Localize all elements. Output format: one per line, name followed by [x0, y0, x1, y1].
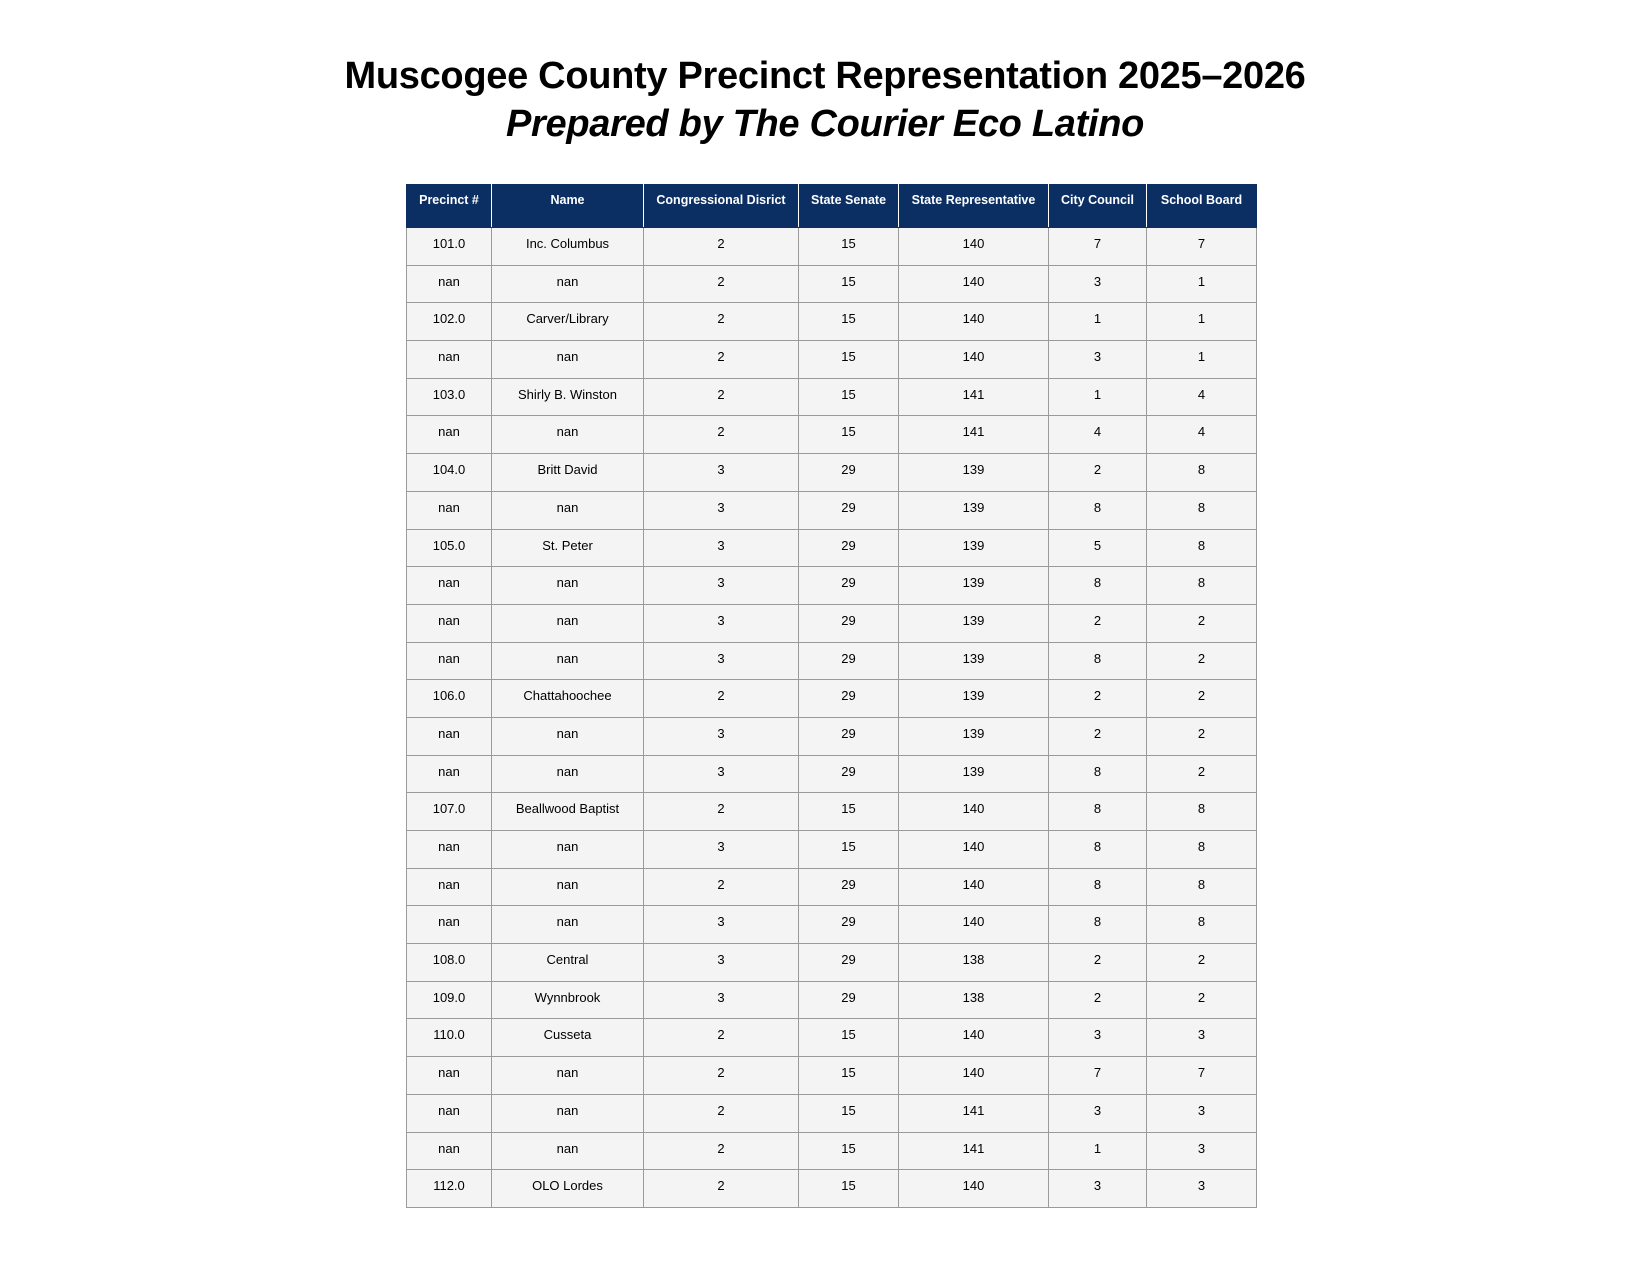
table-cell-state-senate: 29	[799, 717, 899, 755]
table-cell-state-senate: 29	[799, 868, 899, 906]
table-cell-school-board: 8	[1147, 868, 1257, 906]
table-cell-school-board: 2	[1147, 981, 1257, 1019]
table-row	[407, 793, 1257, 831]
table-cell-congressional: 2	[644, 265, 799, 303]
table-cell-precinct: nan	[407, 1132, 492, 1170]
table-row	[407, 416, 1257, 454]
table-cell-state-rep: 140	[899, 341, 1049, 379]
table-cell-city-council: 8	[1049, 793, 1147, 831]
column-header-school-board: School Board	[1147, 185, 1257, 228]
table-cell-name: Central	[492, 944, 644, 982]
table-cell-state-rep: 139	[899, 567, 1049, 605]
table-row	[407, 604, 1257, 642]
table-cell-state-senate: 15	[799, 831, 899, 869]
table-cell-city-council: 1	[1049, 303, 1147, 341]
table-cell-city-council: 1	[1049, 378, 1147, 416]
table-cell-state-rep: 140	[899, 228, 1049, 266]
table-cell-congressional: 2	[644, 868, 799, 906]
table-row	[407, 680, 1257, 718]
table-row	[407, 981, 1257, 1019]
table-cell-precinct: nan	[407, 642, 492, 680]
table-cell-school-board: 3	[1147, 1170, 1257, 1208]
table-cell-name: OLO Lordes	[492, 1170, 644, 1208]
table-cell-school-board: 8	[1147, 906, 1257, 944]
table-cell-congressional: 3	[644, 717, 799, 755]
table-cell-state-senate: 29	[799, 604, 899, 642]
table-cell-precinct: nan	[407, 1057, 492, 1095]
table-cell-congressional: 2	[644, 228, 799, 266]
table-cell-precinct: nan	[407, 1094, 492, 1132]
table-cell-state-senate: 29	[799, 642, 899, 680]
table-cell-congressional: 3	[644, 529, 799, 567]
table-cell-precinct: nan	[407, 604, 492, 642]
table-cell-state-senate: 29	[799, 567, 899, 605]
table-cell-state-senate: 29	[799, 981, 899, 1019]
table-cell-city-council: 8	[1049, 491, 1147, 529]
column-header-congressional: Congressional Disrict	[644, 185, 799, 228]
table-cell-city-council: 2	[1049, 981, 1147, 1019]
table-cell-state-rep: 139	[899, 491, 1049, 529]
table-cell-city-council: 1	[1049, 1132, 1147, 1170]
table-cell-name: nan	[492, 1132, 644, 1170]
table-row	[407, 341, 1257, 379]
table-cell-precinct: nan	[407, 906, 492, 944]
table-cell-name: Wynnbrook	[492, 981, 644, 1019]
table-cell-precinct: nan	[407, 831, 492, 869]
table-cell-congressional: 3	[644, 567, 799, 605]
table-cell-state-rep: 141	[899, 1132, 1049, 1170]
table-cell-state-senate: 29	[799, 906, 899, 944]
table-row	[407, 1132, 1257, 1170]
table-cell-state-rep: 139	[899, 755, 1049, 793]
table-cell-name: Cusseta	[492, 1019, 644, 1057]
table-cell-state-senate: 15	[799, 265, 899, 303]
table-row	[407, 717, 1257, 755]
table-cell-congressional: 3	[644, 981, 799, 1019]
precinct-table	[406, 184, 1257, 1208]
table-row	[407, 1019, 1257, 1057]
table-cell-state-senate: 15	[799, 303, 899, 341]
table-cell-state-rep: 140	[899, 1019, 1049, 1057]
table-cell-congressional: 2	[644, 1019, 799, 1057]
table-cell-state-senate: 29	[799, 491, 899, 529]
table-cell-city-council: 4	[1049, 416, 1147, 454]
table-row	[407, 1170, 1257, 1208]
table-cell-city-council: 8	[1049, 868, 1147, 906]
table-cell-state-senate: 15	[799, 793, 899, 831]
table-cell-name: nan	[492, 1057, 644, 1095]
page-subtitle: Prepared by The Courier Eco Latino	[505, 103, 1145, 145]
table-cell-school-board: 1	[1147, 341, 1257, 379]
table-cell-name: Britt David	[492, 454, 644, 492]
table-cell-school-board: 2	[1147, 717, 1257, 755]
table-cell-precinct: nan	[407, 755, 492, 793]
table-cell-name: Shirly B. Winston	[492, 378, 644, 416]
table-cell-state-senate: 15	[799, 228, 899, 266]
table-cell-name: Carver/Library	[492, 303, 644, 341]
table-cell-congressional: 2	[644, 341, 799, 379]
table-cell-school-board: 7	[1147, 1057, 1257, 1095]
table-cell-city-council: 2	[1049, 944, 1147, 982]
table-cell-congressional: 3	[644, 944, 799, 982]
column-header-precinct: Precinct #	[407, 185, 492, 228]
table-cell-precinct: 112.0	[407, 1170, 492, 1208]
table-cell-school-board: 8	[1147, 454, 1257, 492]
table-cell-city-council: 7	[1049, 1057, 1147, 1095]
table-cell-precinct: 108.0	[407, 944, 492, 982]
table-row	[407, 228, 1257, 266]
table-cell-school-board: 2	[1147, 680, 1257, 718]
table-cell-name: Chattahoochee	[492, 680, 644, 718]
table-header	[407, 185, 1257, 228]
table-cell-school-board: 2	[1147, 755, 1257, 793]
table-cell-state-rep: 140	[899, 906, 1049, 944]
table-row	[407, 567, 1257, 605]
table-cell-precinct: 102.0	[407, 303, 492, 341]
table-cell-congressional: 2	[644, 793, 799, 831]
table-cell-city-council: 8	[1049, 755, 1147, 793]
table-cell-state-rep: 140	[899, 1170, 1049, 1208]
table-cell-state-senate: 29	[799, 680, 899, 718]
table-cell-state-rep: 139	[899, 642, 1049, 680]
table-cell-name: nan	[492, 906, 644, 944]
table-cell-city-council: 2	[1049, 717, 1147, 755]
table-cell-precinct: nan	[407, 567, 492, 605]
table-cell-state-senate: 29	[799, 529, 899, 567]
table-cell-state-rep: 141	[899, 1094, 1049, 1132]
table-cell-state-rep: 140	[899, 793, 1049, 831]
table-cell-congressional: 2	[644, 1094, 799, 1132]
table-cell-name: nan	[492, 567, 644, 605]
table-cell-name: Beallwood Baptist	[492, 793, 644, 831]
table-cell-precinct: 104.0	[407, 454, 492, 492]
table-cell-school-board: 2	[1147, 604, 1257, 642]
table-cell-name: nan	[492, 642, 644, 680]
table-cell-congressional: 2	[644, 1132, 799, 1170]
table-row	[407, 303, 1257, 341]
table-cell-state-rep: 139	[899, 680, 1049, 718]
table-row	[407, 529, 1257, 567]
table-cell-congressional: 2	[644, 1170, 799, 1208]
table-cell-name: nan	[492, 831, 644, 869]
table-cell-state-senate: 15	[799, 416, 899, 454]
page-title: Muscogee County Precinct Representation 2025–2026	[344, 55, 1306, 97]
table-cell-precinct: 110.0	[407, 1019, 492, 1057]
table-cell-state-rep: 140	[899, 1057, 1049, 1095]
table-cell-state-rep: 140	[899, 303, 1049, 341]
table-cell-school-board: 8	[1147, 529, 1257, 567]
table-cell-state-rep: 138	[899, 981, 1049, 1019]
table-cell-state-senate: 15	[799, 1057, 899, 1095]
table-cell-city-council: 2	[1049, 604, 1147, 642]
table-cell-precinct: nan	[407, 341, 492, 379]
table-cell-school-board: 3	[1147, 1019, 1257, 1057]
table-row	[407, 1057, 1257, 1095]
table-cell-city-council: 5	[1049, 529, 1147, 567]
table-cell-congressional: 3	[644, 604, 799, 642]
table-cell-name: St. Peter	[492, 529, 644, 567]
table-cell-state-rep: 140	[899, 868, 1049, 906]
table-cell-city-council: 8	[1049, 831, 1147, 869]
table-cell-congressional: 2	[644, 680, 799, 718]
table-cell-name: nan	[492, 341, 644, 379]
table-row	[407, 265, 1257, 303]
table-cell-city-council: 3	[1049, 1094, 1147, 1132]
table-cell-school-board: 3	[1147, 1132, 1257, 1170]
table-cell-city-council: 8	[1049, 906, 1147, 944]
table-row	[407, 491, 1257, 529]
table-cell-state-senate: 15	[799, 341, 899, 379]
table-cell-school-board: 2	[1147, 944, 1257, 982]
table-cell-congressional: 3	[644, 642, 799, 680]
table-cell-congressional: 3	[644, 831, 799, 869]
table-cell-school-board: 8	[1147, 793, 1257, 831]
table-cell-precinct: nan	[407, 717, 492, 755]
table-row	[407, 906, 1257, 944]
table-cell-school-board: 8	[1147, 491, 1257, 529]
table-cell-state-senate: 15	[799, 1019, 899, 1057]
table-cell-congressional: 2	[644, 303, 799, 341]
table-cell-city-council: 8	[1049, 567, 1147, 605]
table-cell-congressional: 2	[644, 416, 799, 454]
document-header	[0, 52, 1650, 148]
table-cell-city-council: 7	[1049, 228, 1147, 266]
table-cell-precinct: 106.0	[407, 680, 492, 718]
table-cell-city-council: 8	[1049, 642, 1147, 680]
table-cell-state-senate: 29	[799, 944, 899, 982]
table-cell-state-rep: 140	[899, 831, 1049, 869]
table-cell-city-council: 3	[1049, 1019, 1147, 1057]
table-cell-name: nan	[492, 491, 644, 529]
table-cell-state-rep: 139	[899, 529, 1049, 567]
table-cell-precinct: nan	[407, 491, 492, 529]
table-cell-school-board: 2	[1147, 642, 1257, 680]
table-cell-precinct: nan	[407, 868, 492, 906]
table-row	[407, 868, 1257, 906]
table-cell-city-council: 3	[1049, 341, 1147, 379]
table-cell-city-council: 3	[1049, 1170, 1147, 1208]
table-cell-name: Inc. Columbus	[492, 228, 644, 266]
table-cell-congressional: 3	[644, 491, 799, 529]
table-cell-school-board: 7	[1147, 228, 1257, 266]
table-cell-name: nan	[492, 416, 644, 454]
table-cell-state-rep: 138	[899, 944, 1049, 982]
table-row	[407, 454, 1257, 492]
table-cell-name: nan	[492, 1094, 644, 1132]
table-cell-name: nan	[492, 604, 644, 642]
table-cell-school-board: 1	[1147, 303, 1257, 341]
column-header-state-senate: State Senate	[799, 185, 899, 228]
table-cell-congressional: 3	[644, 906, 799, 944]
table-row	[407, 944, 1257, 982]
table-row	[407, 831, 1257, 869]
table-cell-state-senate: 15	[799, 1170, 899, 1208]
table-cell-state-rep: 141	[899, 378, 1049, 416]
table-cell-precinct: 103.0	[407, 378, 492, 416]
table-cell-state-rep: 139	[899, 717, 1049, 755]
table-cell-city-council: 3	[1049, 265, 1147, 303]
table-cell-state-rep: 140	[899, 265, 1049, 303]
table-row	[407, 642, 1257, 680]
table-cell-name: nan	[492, 868, 644, 906]
table-body	[407, 228, 1257, 1208]
table-cell-name: nan	[492, 755, 644, 793]
column-header-city-council: City Council	[1049, 185, 1147, 228]
table-cell-congressional: 2	[644, 378, 799, 416]
table-cell-state-rep: 139	[899, 454, 1049, 492]
table-cell-city-council: 2	[1049, 680, 1147, 718]
table-cell-congressional: 3	[644, 755, 799, 793]
table-cell-state-rep: 141	[899, 416, 1049, 454]
table-cell-name: nan	[492, 265, 644, 303]
table-cell-city-council: 2	[1049, 454, 1147, 492]
table-cell-school-board: 3	[1147, 1094, 1257, 1132]
table-cell-precinct: 105.0	[407, 529, 492, 567]
table-cell-school-board: 8	[1147, 831, 1257, 869]
table-cell-congressional: 2	[644, 1057, 799, 1095]
header-row	[407, 185, 1257, 228]
table-row	[407, 755, 1257, 793]
table-cell-school-board: 1	[1147, 265, 1257, 303]
table-row	[407, 378, 1257, 416]
table-cell-precinct: nan	[407, 265, 492, 303]
table-cell-precinct: nan	[407, 416, 492, 454]
table-cell-state-senate: 29	[799, 454, 899, 492]
table-cell-precinct: 109.0	[407, 981, 492, 1019]
table-cell-state-rep: 139	[899, 604, 1049, 642]
column-header-name: Name	[492, 185, 644, 228]
table-cell-school-board: 8	[1147, 567, 1257, 605]
table-cell-precinct: 101.0	[407, 228, 492, 266]
table-row	[407, 1094, 1257, 1132]
table-cell-congressional: 3	[644, 454, 799, 492]
table-cell-state-senate: 15	[799, 1132, 899, 1170]
table-cell-state-senate: 15	[799, 1094, 899, 1132]
table-cell-name: nan	[492, 717, 644, 755]
table-cell-precinct: 107.0	[407, 793, 492, 831]
table-cell-state-senate: 15	[799, 378, 899, 416]
table-cell-state-senate: 29	[799, 755, 899, 793]
column-header-state-rep: State Representative	[899, 185, 1049, 228]
table-cell-school-board: 4	[1147, 416, 1257, 454]
table-cell-school-board: 4	[1147, 378, 1257, 416]
